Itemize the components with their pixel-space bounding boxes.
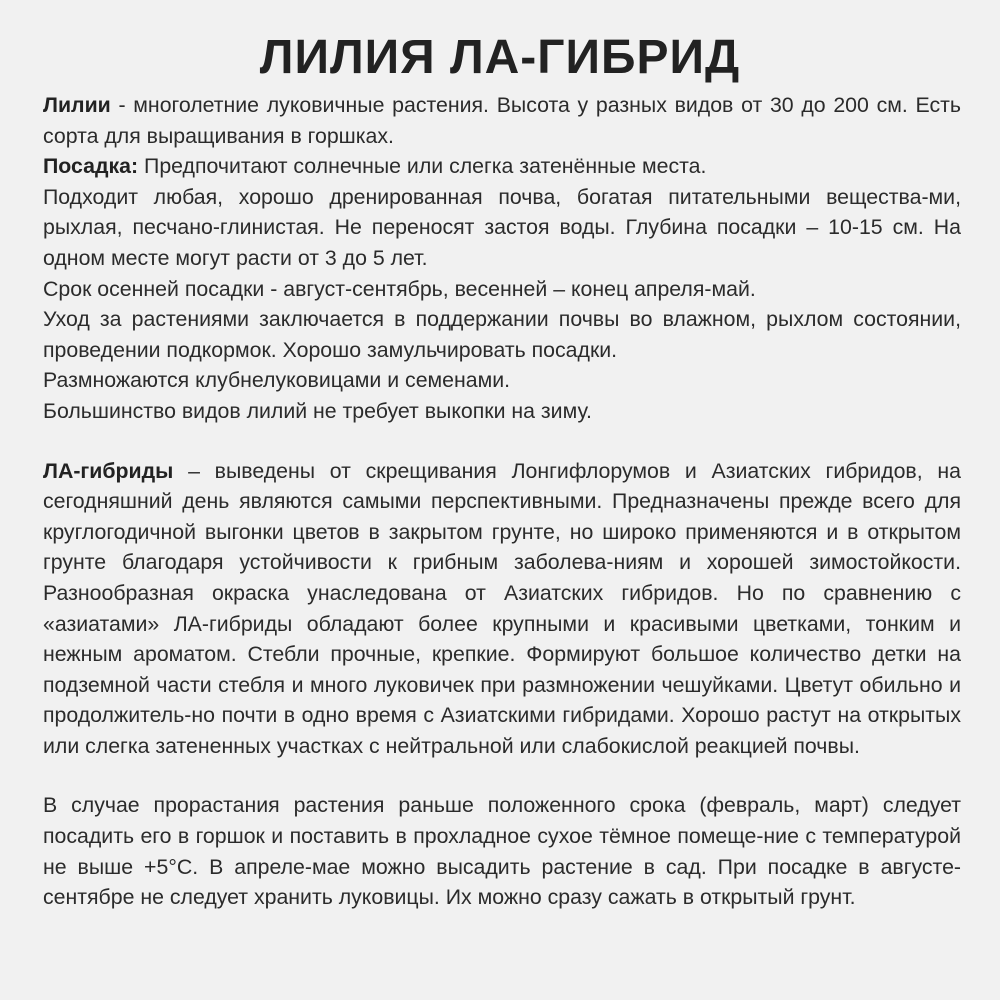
winter-paragraph: Большинство видов лилий не требует выкопки на зиму.	[43, 398, 592, 423]
description-body	[43, 90, 961, 913]
timing-paragraph: Срок осенней посадки - август-сентябрь, весенней – конец апреля-май.	[43, 276, 756, 301]
lilies-text: - многолетние луковичные растения. Высота у разных видов от 30 до 200 см. Есть сорта для выращивания в горшках.	[43, 93, 961, 148]
propagation-paragraph: Размножаются клубнелуковицами и семенами.	[43, 368, 511, 393]
la-hybrids-paragraph	[43, 456, 961, 762]
la-hybrids-text: – выведены от скрещивания Лонгифлорумов и Азиатских гибридов, на сегодняшний день являются самыми перспективными. Предназначены прежде всего для круглогодичной выгонки цветов в закрытом грунте, но широко применяются и в открытом грунте благодаря устойчивости к грибным заболева-ниям и хорошей зимостойкости. Разнообразная окраска унаследована от Азиатских гибридов. Но по сравнению с «азиатами» ЛА-гибриды обладают более крупными и красивыми цветками, тонким и нежным ароматом. Стебли прочные, крепкие. Формируют большое количество детки на подземной части стебля и много луковичек при размножении чешуйками. Цветут обильно и продолжитель-но почти в одно время с Азиатскими гибридами. Хорошо растут на открытых или слегка затененных участках с нейтральной или слабокислой реакцией почвы.	[43, 458, 961, 758]
lilies-label: Лилии	[43, 93, 111, 117]
planting-text: Предпочитают солнечные или слегка затенённые места.	[138, 154, 707, 179]
spacer	[43, 761, 961, 790]
page-title: ЛИЛИЯ ЛА-ГИБРИД	[259, 31, 741, 84]
lilies-paragraph	[43, 90, 961, 151]
care-paragraph: Уход за растениями заключается в поддержании почвы во влажном, рыхлом состоянии, проведении подкормок. Хорошо замульчировать посадки.	[43, 307, 961, 362]
planting-label: Посадка:	[43, 154, 139, 179]
soil-paragraph: Подходит любая, хорошо дренированная почва, богатая питательными вещества-ми, рыхлая, песчано-глинистая. Не переносят застоя воды. Глубина посадки – 10-15 см. На одном месте могут расти от 3 до 5 лет.	[43, 184, 961, 270]
planting-paragraph	[43, 151, 961, 182]
spacer	[43, 427, 961, 456]
early-sprouting-paragraph: В случае прорастания растения раньше положенного срока (февраль, март) следует посадить его в горшок и поставить в прохладное сухое тёмное помеще-ние с температурой не выше +5°С. В апреле-мае можно высадить растение в сад. При посадке в августе-сентябре не следует хранить луковицы. Их можно сразу сажать в открытый грунт.	[43, 793, 961, 910]
la-hybrids-label: ЛА-гибриды	[43, 458, 174, 483]
